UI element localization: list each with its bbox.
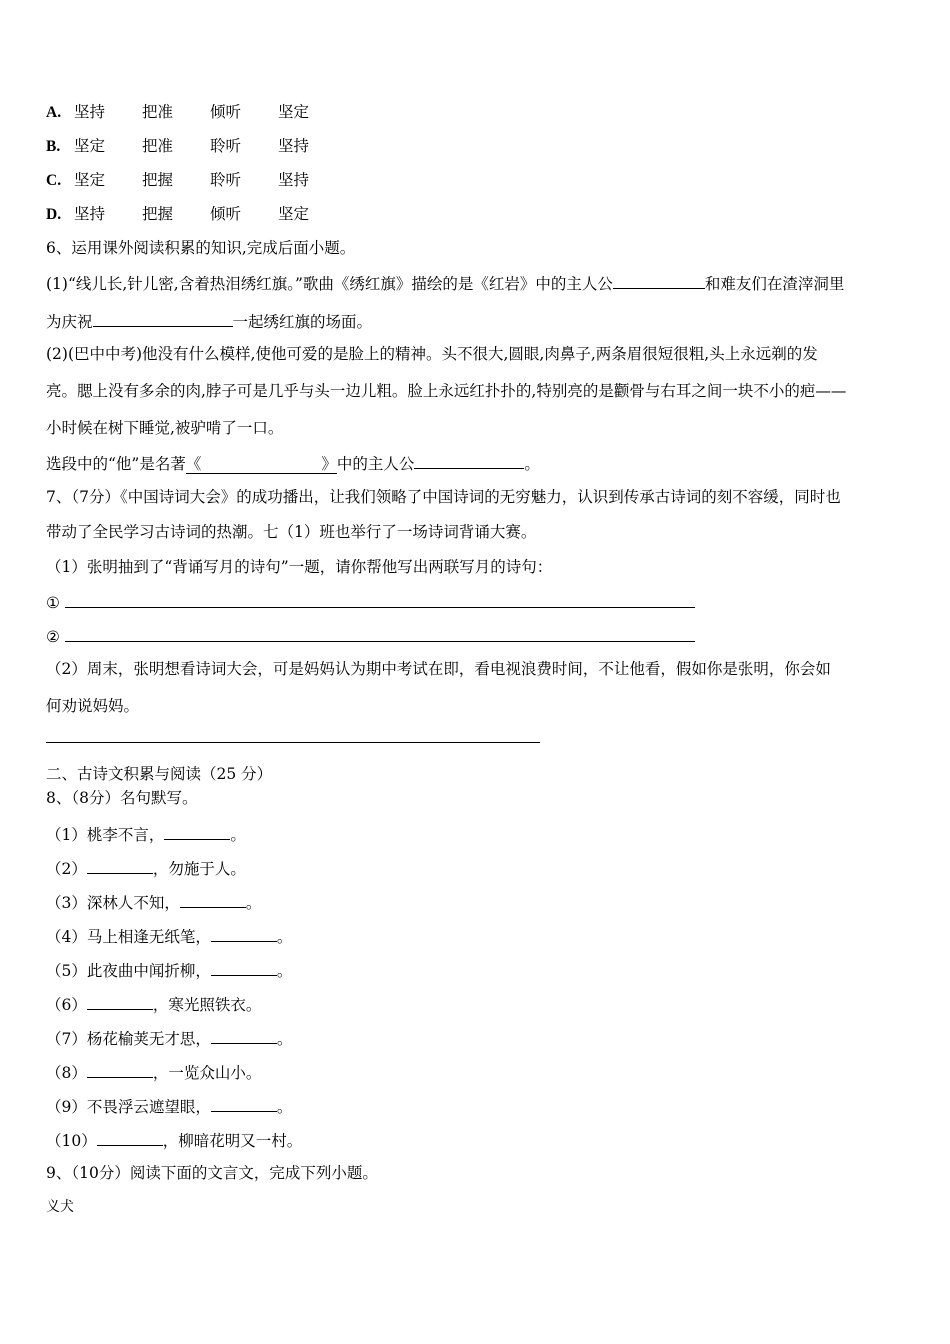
section-2-heading: 二、古诗文积累与阅读（25 分） <box>46 765 273 783</box>
text-segment: ，一览众山小。 <box>152 1064 262 1082</box>
question-6-part1-line2 <box>46 310 372 332</box>
option-word: 坚定 <box>74 137 106 155</box>
question-8-heading: 8、（8分）名句默写。 <box>46 789 198 807</box>
text-segment: 。 <box>245 894 262 912</box>
option-word: 把握 <box>142 171 174 189</box>
option-word: 聆听 <box>210 137 242 155</box>
recite-item-7 <box>46 1027 292 1049</box>
text-segment: ，寒光照铁衣。 <box>152 996 262 1014</box>
question-7-part2-line2: 何劝说妈妈。 <box>46 697 140 715</box>
text-segment: 。 <box>276 928 293 946</box>
recite-item-2 <box>46 857 246 879</box>
option-word: 坚持 <box>278 171 310 189</box>
option-word: 坚定 <box>278 103 310 121</box>
text-segment: 中的主人公 <box>336 455 415 473</box>
option-word: 倾听 <box>210 103 242 121</box>
question-7-part2-line1: （2）周末，张明想看诗词大会，可是妈妈认为期中考试在即，看电视浪费时间，不让他看，假如你是张明，你会如 <box>46 660 831 678</box>
option-word: 坚定 <box>278 205 310 223</box>
answer-rule[interactable] <box>46 742 540 743</box>
text-segment: 。 <box>276 962 293 980</box>
answer-blank[interactable] <box>180 891 246 908</box>
recite-item-8 <box>46 1061 261 1083</box>
option-label: C. <box>46 172 62 189</box>
answer-blank[interactable] <box>87 1061 153 1078</box>
answer-blank[interactable] <box>87 857 153 874</box>
text-segment: 。 <box>524 455 540 473</box>
option-word: 坚定 <box>74 171 106 189</box>
text-segment: （2） <box>46 860 87 878</box>
answer-blank[interactable] <box>613 272 705 289</box>
answer-line-1 <box>46 591 695 613</box>
answer-blank[interactable] <box>211 1095 277 1112</box>
answer-blank[interactable] <box>414 452 524 469</box>
option-label: A. <box>46 104 62 121</box>
text-segment: 。 <box>230 826 246 844</box>
question-6-part2-line3: 小时候在树下睡觉,被驴啃了一口。 <box>46 419 284 437</box>
answer-blank[interactable] <box>65 625 695 642</box>
option-d <box>46 204 346 225</box>
recite-item-9 <box>46 1095 292 1117</box>
question-6-part2-line2: 亮。腮上没有多余的肉,脖子可是几乎与头一边儿粗。脸上永远红扑扑的,特别亮的是颧骨与右耳之间一块不小的疤—— <box>46 382 847 400</box>
option-word: 聆听 <box>210 171 242 189</box>
text-segment: ，勿施于人。 <box>152 860 246 878</box>
option-word: 把准 <box>142 137 174 155</box>
text-segment: 一起绣红旗的场面。 <box>232 313 373 331</box>
text-segment: （5）此夜曲中闻折柳， <box>46 962 211 980</box>
option-label: D. <box>46 206 62 223</box>
option-word: 坚持 <box>74 205 106 223</box>
text-segment: 选段中的“他”是名著 <box>46 455 186 473</box>
recite-item-10 <box>46 1129 302 1151</box>
option-word: 把握 <box>142 205 174 223</box>
text-segment: 。 <box>276 1098 293 1116</box>
option-word: 坚持 <box>74 103 106 121</box>
option-b <box>46 136 346 157</box>
question-7-line1: 7、（7分）《中国诗词大会》的成功播出，让我们领略了中国诗词的无穷魅力，认识到传承古诗词的刻不容缓，同时也 <box>46 488 841 506</box>
answer-blank[interactable] <box>211 959 277 976</box>
passage-title: 义犬 <box>46 1199 74 1215</box>
answer-blank[interactable] <box>164 823 230 840</box>
text-segment: 》 <box>321 455 337 473</box>
recite-item-3 <box>46 891 261 913</box>
option-word: 倾听 <box>210 205 242 223</box>
question-6-part1-line1 <box>46 272 844 294</box>
answer-blank[interactable] <box>97 1129 163 1146</box>
answer-blank[interactable] <box>93 310 233 327</box>
recite-item-4 <box>46 925 292 947</box>
text-segment: （10） <box>46 1132 97 1150</box>
text-segment: 和难友们在渣滓洞里 <box>704 275 845 293</box>
text-segment: （8） <box>46 1064 87 1082</box>
text-segment: (1)“线儿长,针儿密,含着热泪绣红旗。”歌曲《绣红旗》描绘的是《红岩》中的主人公 <box>46 275 613 293</box>
question-7-part1: （1）张明抽到了“背诵写月的诗句”一题，请你帮他写出两联写月的诗句： <box>46 558 553 576</box>
option-word: 把准 <box>142 103 174 121</box>
text-segment: 。 <box>276 1030 293 1048</box>
question-6-part2-line4 <box>46 452 540 474</box>
question-9-heading: 9、（10分）阅读下面的文言文，完成下列小题。 <box>46 1164 378 1182</box>
answer-line-2 <box>46 625 695 647</box>
text-segment: （6） <box>46 996 87 1014</box>
text-segment: 《 <box>185 455 202 473</box>
recite-item-6 <box>46 993 261 1015</box>
option-word: 坚持 <box>278 137 310 155</box>
answer-blank[interactable] <box>211 925 277 942</box>
answer-blank[interactable] <box>65 591 695 608</box>
circled-number: ② <box>46 628 60 646</box>
text-segment: （4）马上相逢无纸笔， <box>46 928 211 946</box>
question-7-line2: 带动了全民学习古诗词的热潮。七（1）班也举行了一场诗词背诵大赛。 <box>46 523 537 541</box>
book-title-blank[interactable] <box>186 455 337 474</box>
question-6-heading: 6、运用课外阅读积累的知识,完成后面小题。 <box>46 239 356 257</box>
option-c <box>46 170 346 191</box>
recite-item-5 <box>46 959 292 981</box>
question-6-part2-line1: (2)(巴中中考)他没有什么模样,使他可爱的是脸上的精神。头不很大,圆眼,肉鼻子,两条眉很短很粗,头上永远剃的发 <box>46 345 818 363</box>
option-a <box>46 102 346 123</box>
text-segment: 为庆祝 <box>46 313 93 331</box>
recite-item-1 <box>46 823 246 845</box>
answer-blank[interactable] <box>87 993 153 1010</box>
text-segment: （3）深林人不知， <box>46 894 180 912</box>
text-segment: （9）不畏浮云遮望眼， <box>46 1098 211 1116</box>
option-label: B. <box>46 138 61 155</box>
text-segment: （1）桃李不言， <box>46 826 165 844</box>
text-segment: （7）杨花榆荚无才思， <box>46 1030 211 1048</box>
circled-number: ① <box>46 594 60 612</box>
text-segment: ，柳暗花明又一村。 <box>162 1132 303 1150</box>
answer-blank[interactable] <box>211 1027 277 1044</box>
